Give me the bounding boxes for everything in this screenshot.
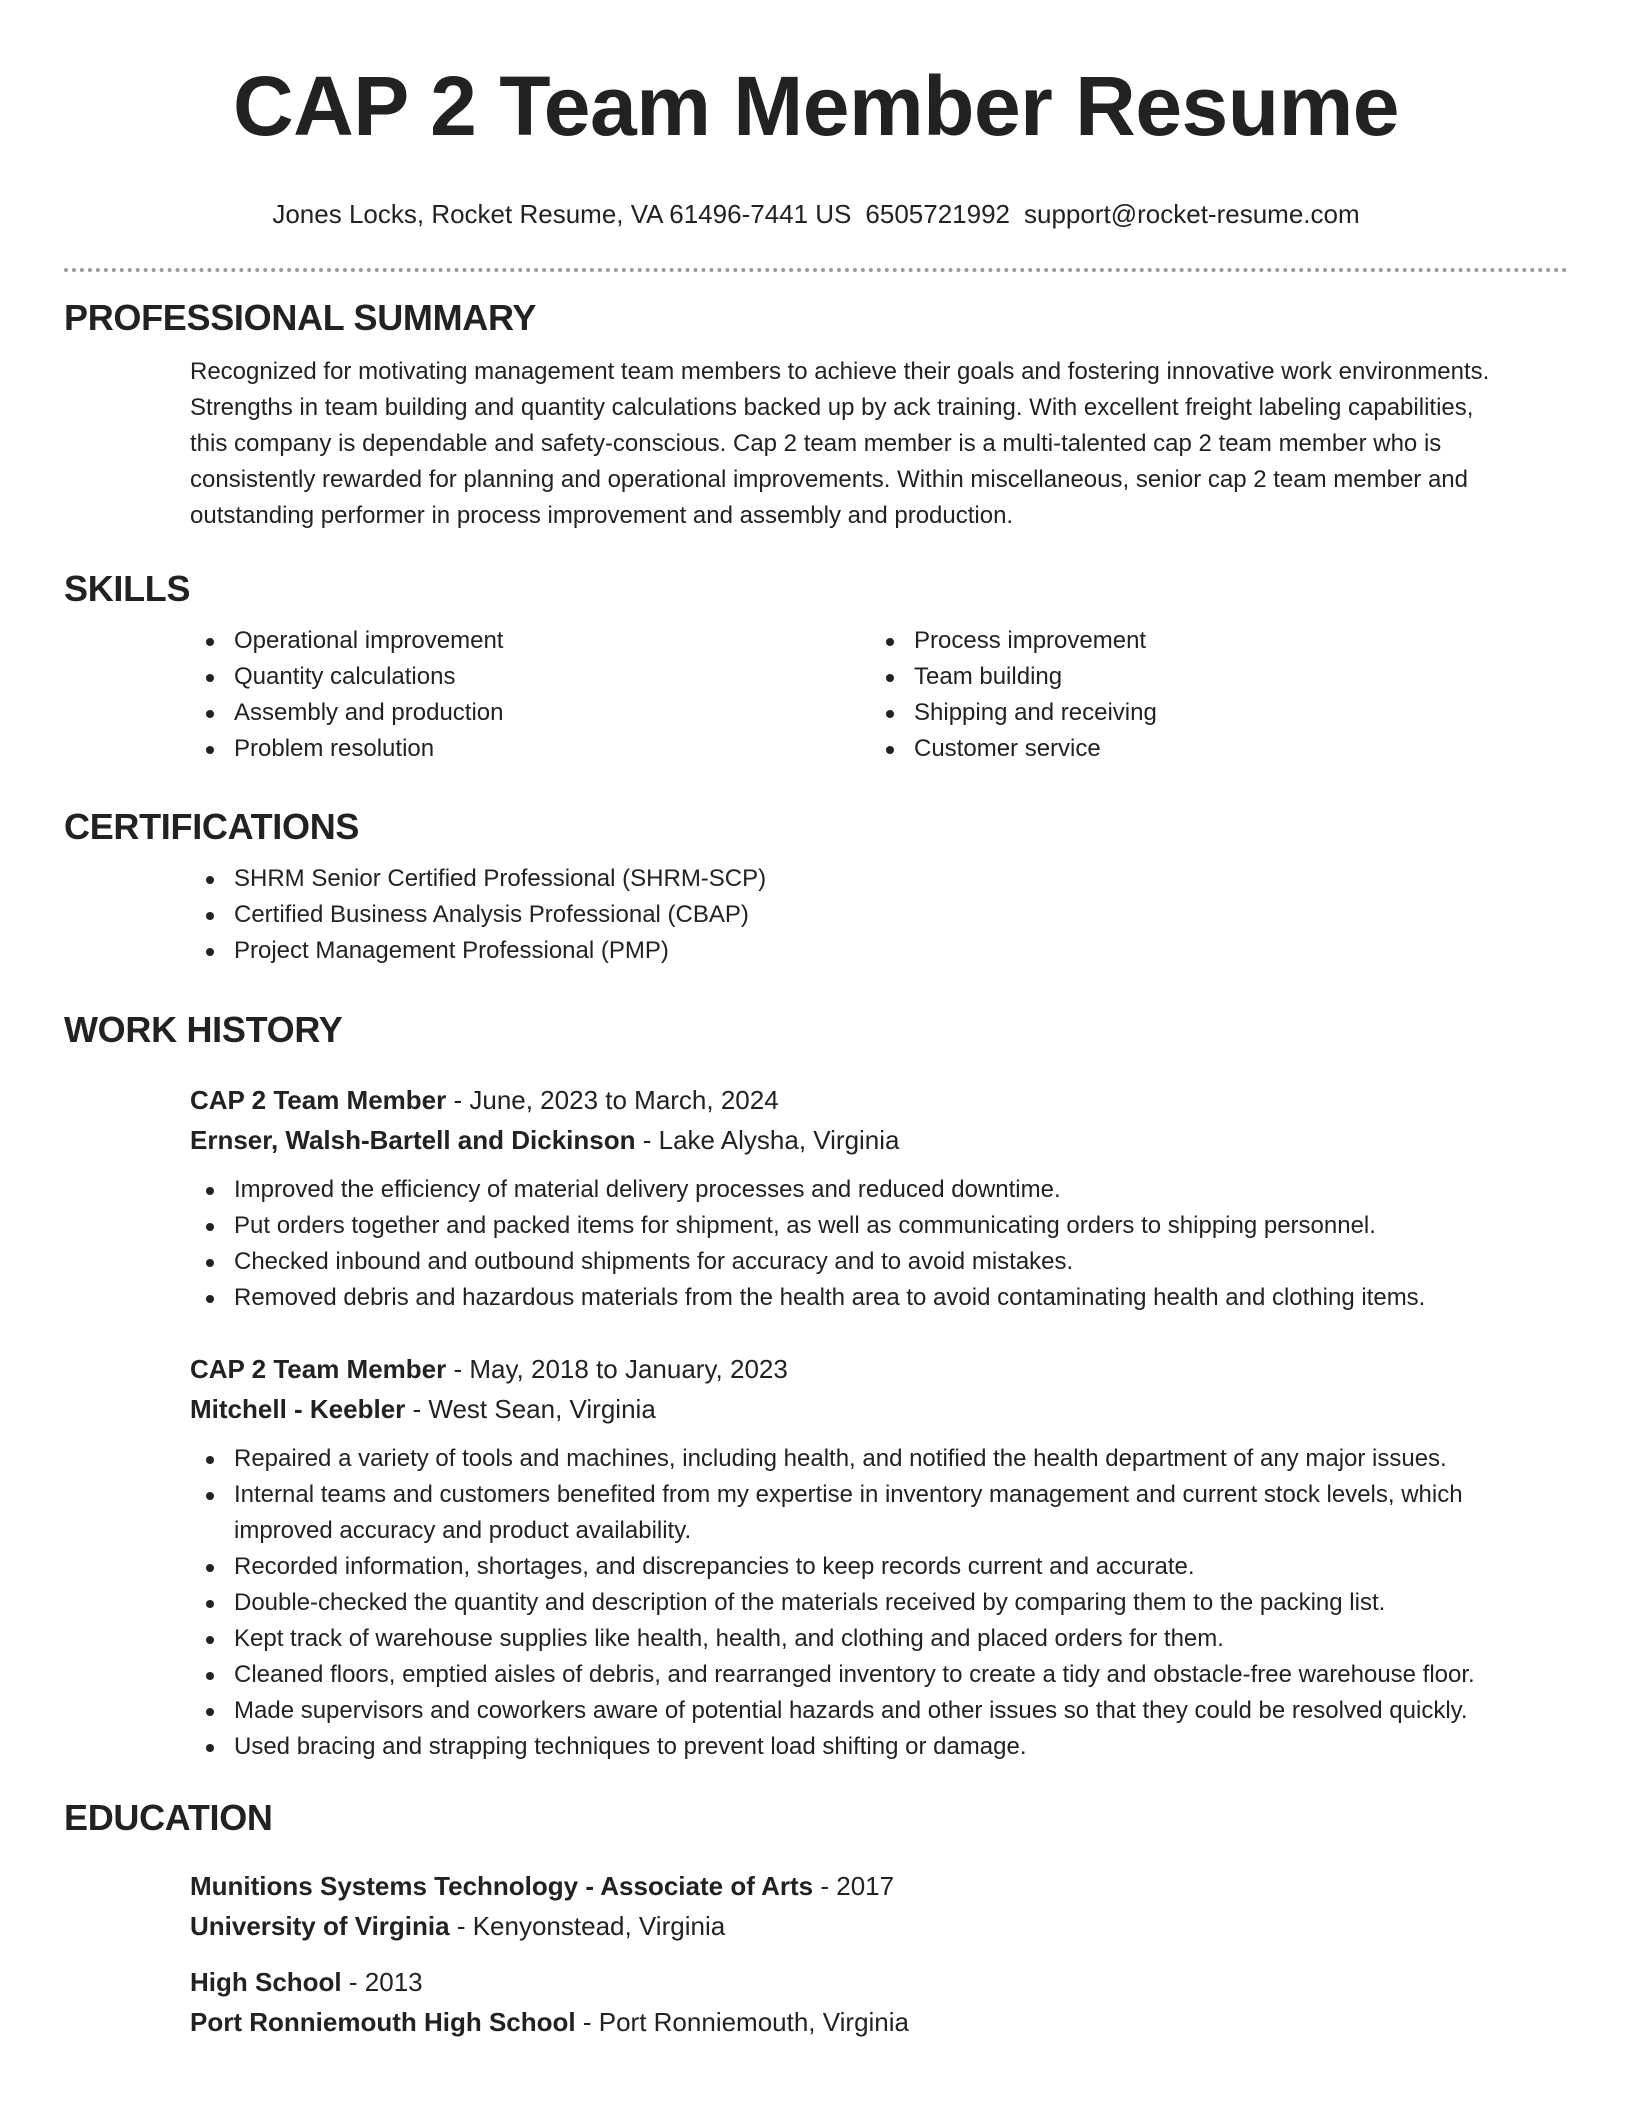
education-entry: [64, 1962, 1632, 2042]
skill-item: Customer service: [870, 731, 1550, 767]
certification-item: Project Management Professional (PMP): [190, 933, 1568, 969]
job-bullets: [190, 1441, 1568, 1765]
education-degree-line: Munitions Systems Technology - Associate of Arts - 2017: [190, 1871, 895, 1901]
education-location: Kenyonstead, Virginia: [472, 1911, 726, 1941]
job-title: CAP 2 Team Member: [190, 1354, 447, 1384]
job-bullet: Repaired a variety of tools and machines, including health, and notified the health department of any major issues.: [190, 1441, 1568, 1477]
summary-line: Recognized for motivating management team members to achieve their goals and fostering innovative work environments.: [190, 358, 1490, 385]
job-bullet: Internal teams and customers benefited from my expertise in inventory management and current stock levels, which improved accuracy and product availability.: [190, 1477, 1568, 1549]
job-bullet: Put orders together and packed items for shipment, as well as communicating orders to shipping personnel.: [190, 1208, 1632, 1244]
education-year: 2017: [836, 1871, 895, 1901]
work-history-section: [64, 1008, 1568, 1052]
job-location: West Sean, Virginia: [428, 1394, 656, 1424]
skills-grid: [64, 623, 1568, 767]
job-dates: June, 2023 to March, 2024: [469, 1085, 779, 1115]
job-bullets: [190, 1172, 1632, 1316]
skill-item: Problem resolution: [190, 731, 870, 767]
summary-line: outstanding performer in process improvement and assembly and production.: [190, 502, 1014, 529]
job-company: Ernser, Walsh-Bartell and Dickinson: [190, 1125, 636, 1155]
job-location: Lake Alysha, Virginia: [658, 1125, 900, 1155]
education-year: 2013: [364, 1967, 423, 1997]
skill-item: Process improvement: [870, 623, 1550, 659]
contact-email: support@rocket-resume.com: [1024, 199, 1360, 229]
job-company: Mitchell - Keebler: [190, 1394, 406, 1424]
certification-item: Certified Business Analysis Professional (CBAP): [190, 897, 1568, 933]
job-entry: [64, 1349, 1632, 1765]
skills-section: [64, 567, 1568, 767]
job-entry: [64, 1080, 1632, 1316]
job-bullet: Made supervisors and coworkers aware of potential hazards and other issues so that they could be resolved quickly.: [190, 1693, 1568, 1729]
education-degree: Munitions Systems Technology - Associate of Arts: [190, 1871, 814, 1901]
job-bullet: Double-checked the quantity and description of the materials received by comparing them to the packing list.: [190, 1585, 1568, 1621]
certification-item: SHRM Senior Certified Professional (SHRM-SCP): [190, 861, 1568, 897]
certifications-section: [64, 805, 1568, 969]
page-title: CAP 2 Team Member Resume: [232, 59, 1399, 153]
education-degree-line: High School - 2013: [190, 1967, 423, 1997]
summary-heading: PROFESSIONAL SUMMARY: [64, 297, 537, 338]
job-bullet: Recorded information, shortages, and discrepancies to keep records current and accurate.: [190, 1549, 1568, 1585]
job-title-line: CAP 2 Team Member - May, 2018 to January, 2023: [190, 1354, 788, 1384]
certifications-heading: CERTIFICATIONS: [64, 806, 360, 847]
education-entry: [64, 1866, 1632, 1946]
skill-item: Assembly and production: [190, 695, 870, 731]
contact-line: [64, 198, 1568, 230]
skill-item: Quantity calculations: [190, 659, 870, 695]
skills-list-right: [870, 623, 1550, 767]
job-company-line: Ernser, Walsh-Bartell and Dickinson - Lake Alysha, Virginia: [190, 1125, 900, 1155]
education-school-line: Port Ronniemouth High School - Port Ronniemouth, Virginia: [190, 2007, 909, 2037]
header-divider: [64, 268, 1568, 272]
summary-section: [64, 296, 1568, 534]
work-history-heading: WORK HISTORY: [64, 1009, 343, 1050]
education-degree: High School: [190, 1967, 342, 1997]
certifications-list: [64, 861, 1568, 969]
job-title: CAP 2 Team Member: [190, 1085, 447, 1115]
job-bullet: Improved the efficiency of material delivery processes and reduced downtime.: [190, 1172, 1632, 1208]
job-bullet: Removed debris and hazardous materials from the health area to avoid contaminating health and clothing items.: [190, 1280, 1632, 1316]
job-company-line: Mitchell - Keebler - West Sean, Virginia: [190, 1394, 656, 1424]
education-school: Port Ronniemouth High School: [190, 2007, 576, 2037]
education-section: [64, 1796, 1568, 1840]
summary-line: consistently rewarded for planning and operational improvements. Within miscellaneous, senior cap 2 team member and: [190, 466, 1468, 493]
education-school-line: University of Virginia - Kenyonstead, Virginia: [190, 1911, 726, 1941]
job-bullet: Checked inbound and outbound shipments for accuracy and to avoid mistakes.: [190, 1244, 1632, 1280]
job-bullet: Kept track of warehouse supplies like health, health, and clothing and placed orders for them.: [190, 1621, 1568, 1657]
job-title-line: CAP 2 Team Member - June, 2023 to March, 2024: [190, 1085, 779, 1115]
skills-heading: SKILLS: [64, 568, 191, 609]
summary-line: Strengths in team building and quantity calculations backed up by ack training. With excellent freight labeling capabilities,: [190, 394, 1474, 421]
contact-phone: 6505721992: [865, 199, 1011, 229]
job-dates: May, 2018 to January, 2023: [469, 1354, 788, 1384]
education-school: University of Virginia: [190, 1911, 450, 1941]
summary-line: this company is dependable and safety-conscious. Cap 2 team member is a multi-talented cap 2 team member who is: [190, 430, 1442, 457]
job-bullet: Used bracing and strapping techniques to prevent load shifting or damage.: [190, 1729, 1568, 1765]
skill-item: Shipping and receiving: [870, 695, 1550, 731]
skill-item: Team building: [870, 659, 1550, 695]
education-location: Port Ronniemouth, Virginia: [598, 2007, 909, 2037]
skills-list-left: [190, 623, 870, 767]
resume-page: [64, 0, 1568, 2037]
job-bullet: Cleaned floors, emptied aisles of debris, and rearranged inventory to create a tidy and obstacle-free warehouse floor.: [190, 1657, 1568, 1693]
contact-address: Jones Locks, Rocket Resume, VA 61496-7441 US: [272, 199, 852, 229]
skill-item: Operational improvement: [190, 623, 870, 659]
summary-text: [64, 354, 1568, 534]
education-heading: EDUCATION: [64, 1797, 273, 1838]
